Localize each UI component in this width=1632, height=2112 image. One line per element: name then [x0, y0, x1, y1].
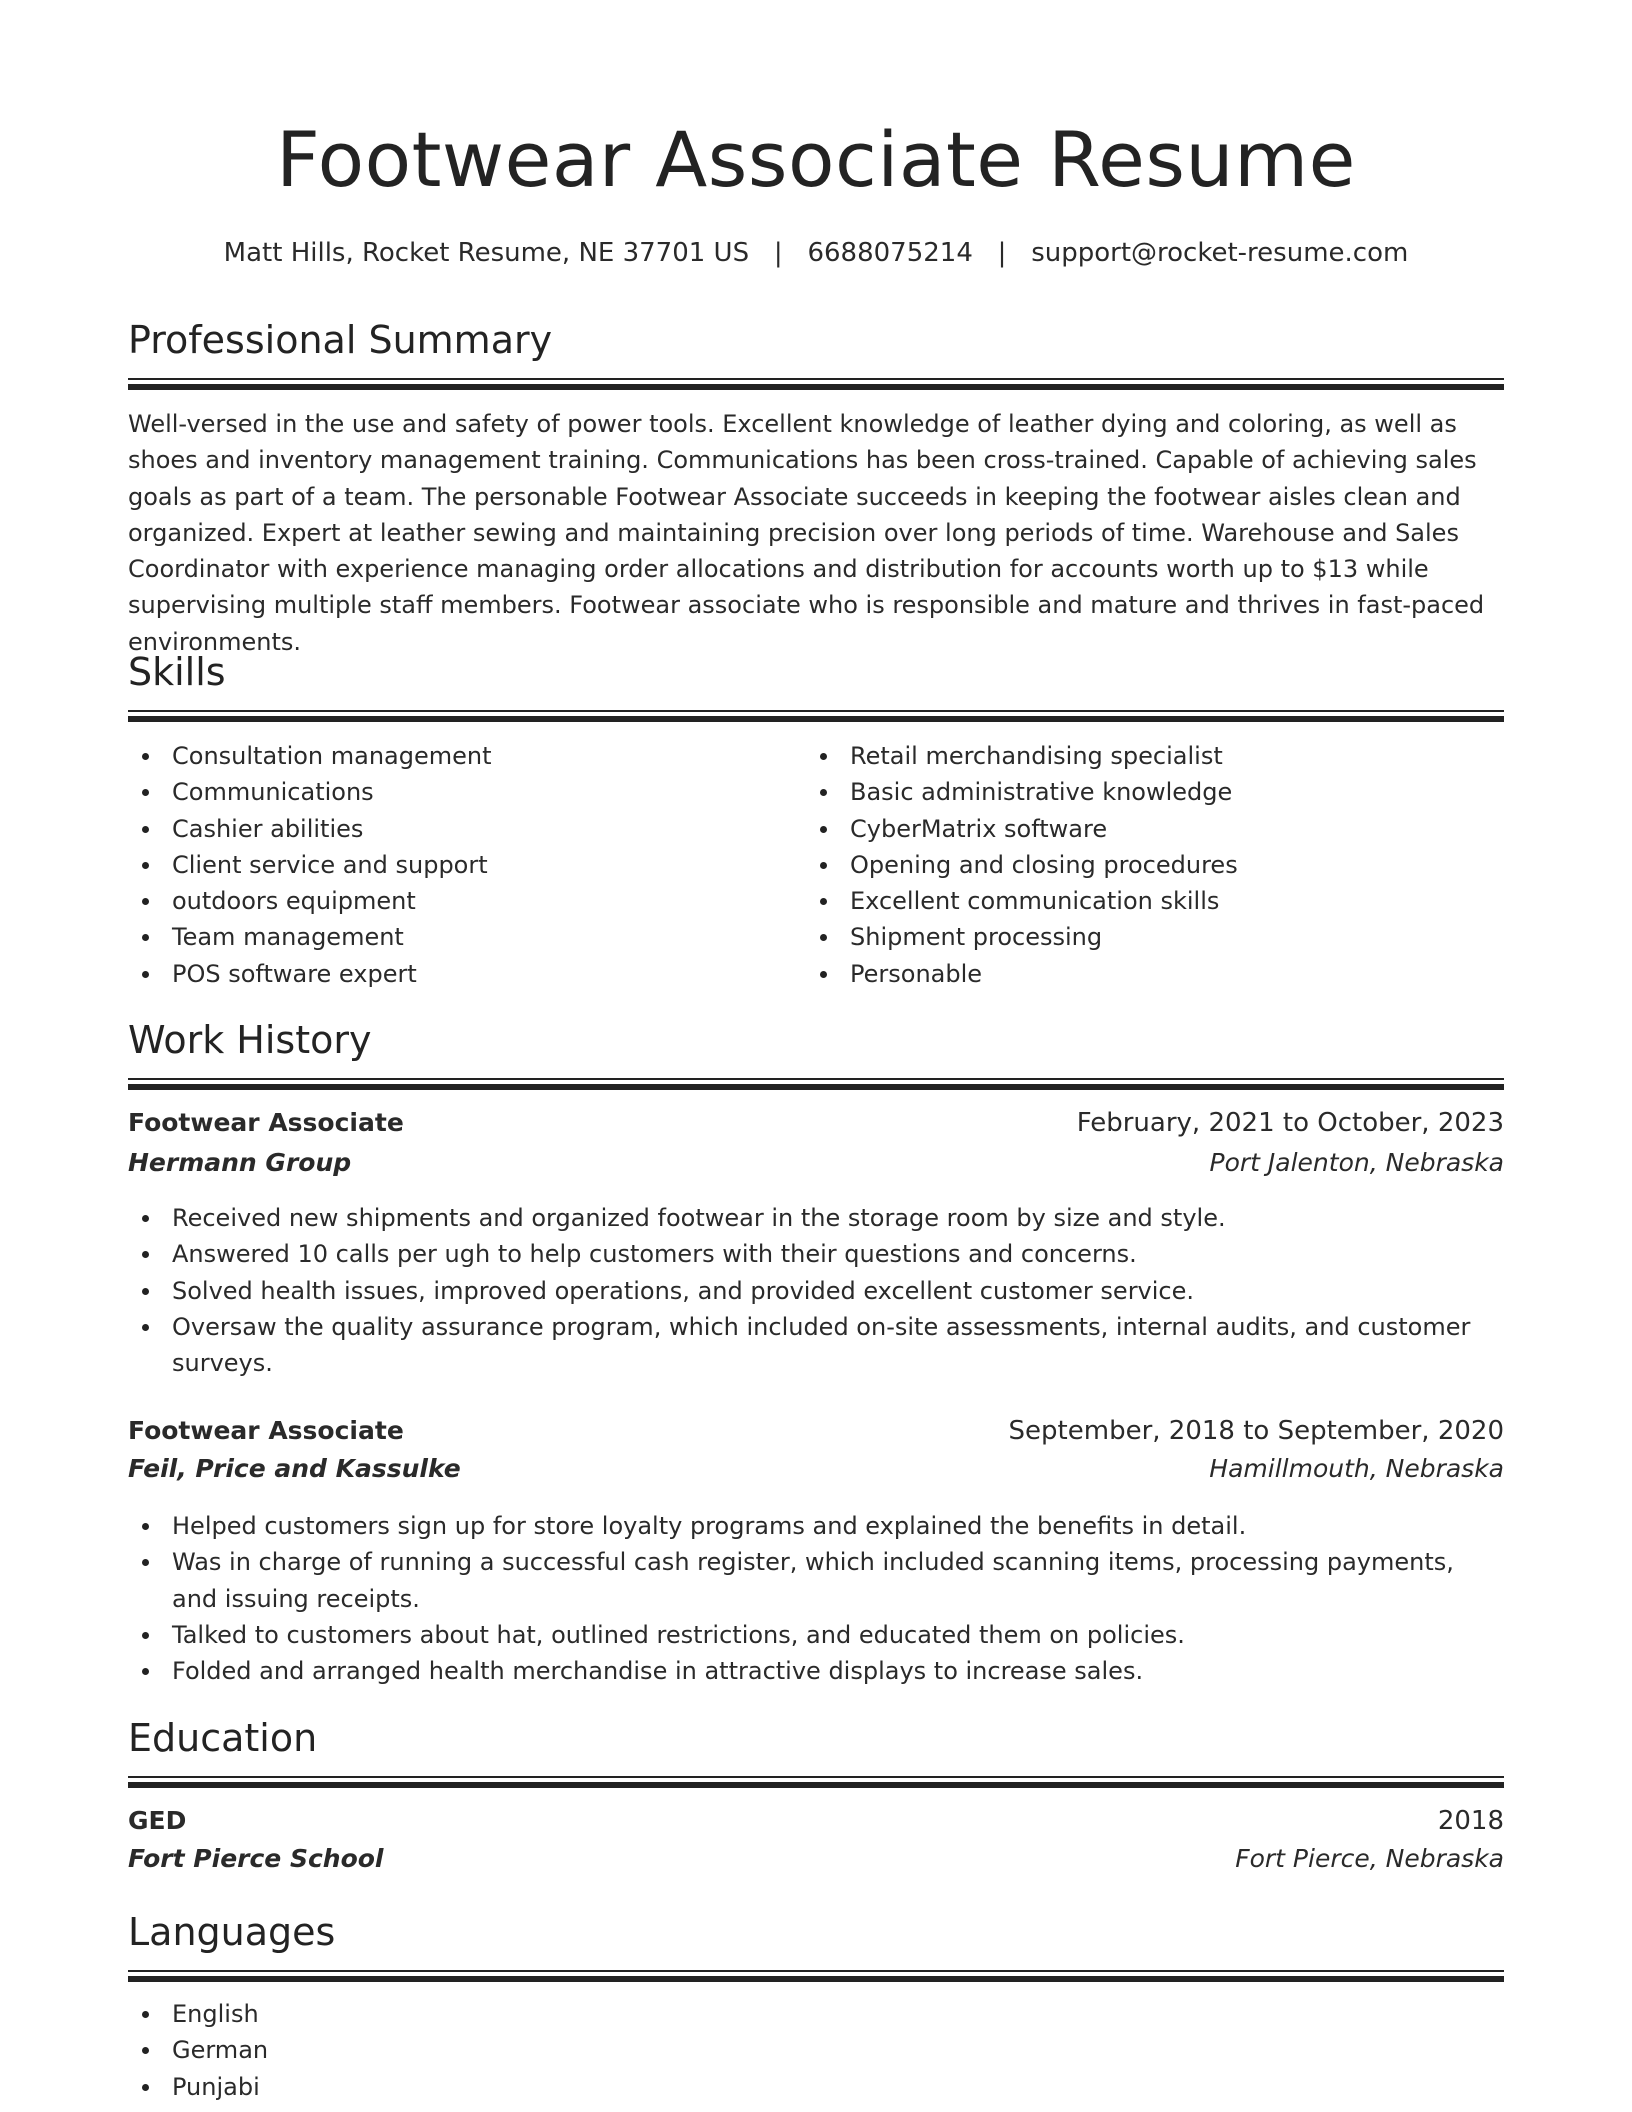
list-item: Oversaw the quality assurance program, which included on-site assessments, internal audits, and customer surveys. — [128, 1309, 1504, 1382]
summary-heading: Professional Summary — [128, 318, 553, 362]
education-school: Fort Pierce School — [128, 1844, 384, 1873]
skills-heading: Skills — [128, 650, 226, 694]
job-1-bullets — [128, 1200, 1504, 1381]
list-item: Folded and arranged health merchandise in attractive displays to increase sales. — [128, 1653, 1504, 1689]
list-item: Basic administrative knowledge — [806, 774, 1504, 810]
list-item: Retail merchandising specialist — [806, 738, 1504, 774]
summary-divider — [128, 378, 1504, 390]
job-title: Footwear Associate — [128, 1416, 404, 1445]
education-degree-row — [128, 1806, 1504, 1844]
job-2-title-row — [128, 1416, 1504, 1454]
list-item: Shipment processing — [806, 919, 1504, 955]
job-title: Footwear Associate — [128, 1108, 404, 1137]
page-title: Footwear Associate Resume — [276, 115, 1356, 204]
job-2-bullets — [128, 1508, 1504, 1689]
list-item: Answered 10 calls per ugh to help customers with their questions and concerns. — [128, 1236, 1504, 1272]
list-item: Was in charge of running a successful cash register, which included scanning items, processing payments, and issuing receipts. — [128, 1544, 1504, 1617]
education-location: Fort Pierce, Nebraska — [1235, 1844, 1504, 1873]
education-divider — [128, 1776, 1504, 1788]
list-item: POS software expert — [128, 956, 808, 992]
education-degree: GED — [128, 1806, 187, 1835]
list-item: German — [128, 2032, 808, 2068]
skills-divider — [128, 710, 1504, 722]
contact-line: Matt Hills, Rocket Resume, NE 37701 US | 6688075214 | support@rocket-resume.com — [223, 238, 1409, 268]
list-item: Helped customers sign up for store loyalty programs and explained the benefits in detail. — [128, 1508, 1504, 1544]
list-item: Punjabi — [128, 2069, 808, 2105]
languages-list — [128, 1996, 808, 2105]
languages-heading: Languages — [128, 1910, 336, 1954]
list-item: Communications — [128, 774, 808, 810]
job-company: Feil, Price and Kassulke — [128, 1454, 461, 1483]
languages-divider — [128, 1970, 1504, 1982]
list-item: CyberMatrix software — [806, 811, 1504, 847]
list-item: Consultation management — [128, 738, 808, 774]
job-dates: September, 2018 to September, 2020 — [1008, 1416, 1504, 1446]
job-company: Hermann Group — [128, 1148, 352, 1177]
list-item: Opening and closing procedures — [806, 847, 1504, 883]
list-item: Cashier abilities — [128, 811, 808, 847]
job-2-company-row — [128, 1454, 1504, 1492]
list-item: Team management — [128, 919, 808, 955]
list-item: Client service and support — [128, 847, 808, 883]
job-location: Port Jalenton, Nebraska — [1209, 1148, 1504, 1177]
work-divider — [128, 1078, 1504, 1090]
skills-list-left — [128, 738, 808, 992]
job-location: Hamillmouth, Nebraska — [1209, 1454, 1504, 1483]
list-item: Solved health issues, improved operations, and provided excellent customer service. — [128, 1273, 1504, 1309]
job-1-title-row — [128, 1108, 1504, 1146]
list-item: Personable — [806, 956, 1504, 992]
job-dates: February, 2021 to October, 2023 — [1076, 1108, 1504, 1138]
list-item: outdoors equipment — [128, 883, 808, 919]
list-item: English — [128, 1996, 808, 2032]
list-item: Talked to customers about hat, outlined restrictions, and educated them on policies. — [128, 1617, 1504, 1653]
list-item: Received new shipments and organized footwear in the storage room by size and style. — [128, 1200, 1504, 1236]
summary-text: Well-versed in the use and safety of power tools. Excellent knowledge of leather dying and coloring, as well as shoes and inventory management training. Communications has been cross-trained. Capable of achieving sales goals as part of a team. The personable Footwear Associate succeeds in keeping the footwear aisles clean and organized. Expert at leather sewing and maintaining precision over long periods of time. Warehouse and Sales Coordinator with experience managing order allocations and distribution for accounts worth up to $13 while supervising multiple staff members. Footwear associate who is responsible and mature and thrives in fast-paced environments. — [128, 410, 1485, 656]
education-year: 2018 — [1437, 1806, 1504, 1836]
job-1-company-row — [128, 1148, 1504, 1186]
list-item: Excellent communication skills — [806, 883, 1504, 919]
education-heading: Education — [128, 1716, 318, 1760]
skills-list-right — [806, 738, 1504, 992]
work-heading: Work History — [128, 1018, 372, 1062]
education-school-row — [128, 1844, 1504, 1882]
